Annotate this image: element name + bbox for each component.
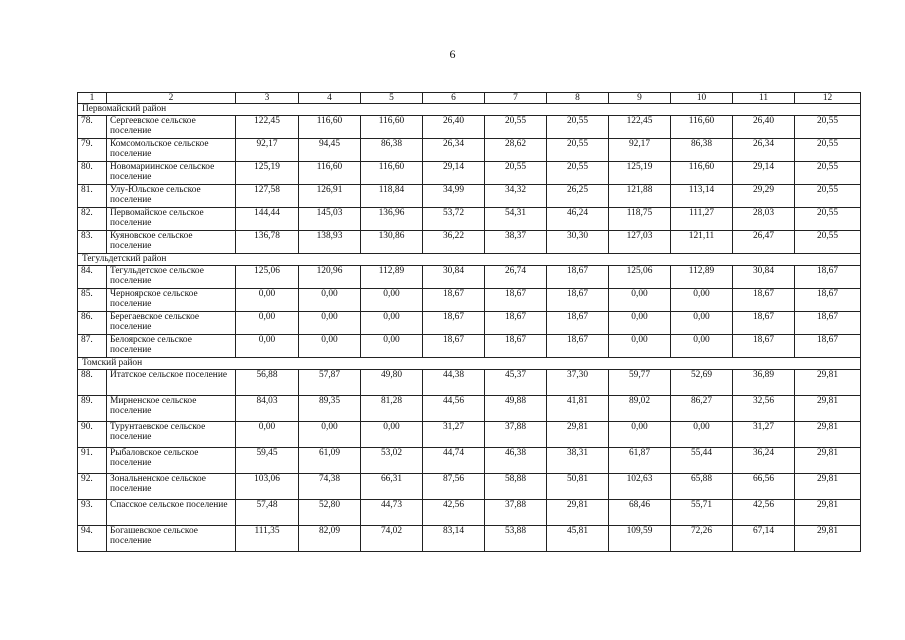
- settlement-name: Мирненское сельское поселение: [107, 396, 236, 422]
- value-cell: 28,62: [485, 139, 547, 162]
- table-row: [78, 370, 861, 396]
- value-cell: 58,88: [485, 474, 547, 500]
- value-cell: 44,73: [361, 500, 423, 526]
- value-cell: 84,03: [236, 396, 299, 422]
- column-header: 3: [236, 93, 299, 104]
- row-number: 88.: [78, 370, 107, 396]
- value-cell: 68,46: [609, 500, 671, 526]
- value-cell: 18,67: [423, 289, 485, 312]
- value-cell: 36,89: [733, 370, 795, 396]
- value-cell: 86,38: [671, 139, 733, 162]
- district-name: Тегульдетский район: [78, 254, 861, 266]
- column-header: 1: [78, 93, 107, 104]
- table-row: [78, 266, 861, 289]
- value-cell: 44,56: [423, 396, 485, 422]
- value-cell: 18,67: [485, 335, 547, 358]
- value-cell: 127,58: [236, 185, 299, 208]
- value-cell: 0,00: [609, 312, 671, 335]
- settlement-name: Рыбаловское сельское поселение: [107, 448, 236, 474]
- value-cell: 29,81: [795, 422, 861, 448]
- table-row: [78, 526, 861, 552]
- value-cell: 0,00: [671, 422, 733, 448]
- row-number: 86.: [78, 312, 107, 335]
- value-cell: 89,35: [299, 396, 361, 422]
- column-header: 2: [107, 93, 236, 104]
- value-cell: 67,14: [733, 526, 795, 552]
- value-cell: 45,81: [547, 526, 609, 552]
- settlement-name: Черноярское сельское поселение: [107, 289, 236, 312]
- value-cell: 138,93: [299, 231, 361, 254]
- column-header: 9: [609, 93, 671, 104]
- value-cell: 89,02: [609, 396, 671, 422]
- table-row: [78, 231, 861, 254]
- value-cell: 36,22: [423, 231, 485, 254]
- value-cell: 18,67: [733, 289, 795, 312]
- value-cell: 20,55: [547, 139, 609, 162]
- column-header: 12: [795, 93, 861, 104]
- value-cell: 55,71: [671, 500, 733, 526]
- value-cell: 20,55: [795, 162, 861, 185]
- column-header: 5: [361, 93, 423, 104]
- table-row: [78, 396, 861, 422]
- settlement-name: Берегаевское сельское поселение: [107, 312, 236, 335]
- value-cell: 46,38: [485, 448, 547, 474]
- value-cell: 30,84: [733, 266, 795, 289]
- value-cell: 26,47: [733, 231, 795, 254]
- value-cell: 37,88: [485, 422, 547, 448]
- value-cell: 92,17: [609, 139, 671, 162]
- value-cell: 30,84: [423, 266, 485, 289]
- value-cell: 29,81: [795, 474, 861, 500]
- row-number: 93.: [78, 500, 107, 526]
- value-cell: 34,32: [485, 185, 547, 208]
- value-cell: 125,06: [609, 266, 671, 289]
- value-cell: 0,00: [299, 335, 361, 358]
- row-number: 92.: [78, 474, 107, 500]
- settlement-name: Сергеевское сельское поселение: [107, 116, 236, 139]
- value-cell: 136,96: [361, 208, 423, 231]
- row-number: 94.: [78, 526, 107, 552]
- district-row: [78, 104, 861, 116]
- value-cell: 0,00: [609, 335, 671, 358]
- value-cell: 136,78: [236, 231, 299, 254]
- value-cell: 29,81: [547, 500, 609, 526]
- value-cell: 18,67: [733, 335, 795, 358]
- settlement-name: Куяновское сельское поселение: [107, 231, 236, 254]
- value-cell: 121,11: [671, 231, 733, 254]
- value-cell: 116,60: [671, 162, 733, 185]
- table-row: [78, 116, 861, 139]
- value-cell: 54,31: [485, 208, 547, 231]
- value-cell: 121,88: [609, 185, 671, 208]
- table-row: [78, 312, 861, 335]
- value-cell: 116,60: [361, 116, 423, 139]
- value-cell: 52,80: [299, 500, 361, 526]
- value-cell: 18,67: [547, 335, 609, 358]
- table-row: [78, 289, 861, 312]
- value-cell: 61,87: [609, 448, 671, 474]
- value-cell: 122,45: [609, 116, 671, 139]
- value-cell: 66,56: [733, 474, 795, 500]
- value-cell: 113,14: [671, 185, 733, 208]
- row-number: 80.: [78, 162, 107, 185]
- value-cell: 50,81: [547, 474, 609, 500]
- value-cell: 59,77: [609, 370, 671, 396]
- value-cell: 26,74: [485, 266, 547, 289]
- value-cell: 66,31: [361, 474, 423, 500]
- settlement-name: Улу-Юльское сельское поселение: [107, 185, 236, 208]
- value-cell: 144,44: [236, 208, 299, 231]
- value-cell: 20,55: [547, 162, 609, 185]
- district-name: Томский район: [78, 358, 861, 370]
- value-cell: 0,00: [361, 422, 423, 448]
- value-cell: 59,45: [236, 448, 299, 474]
- column-header: 10: [671, 93, 733, 104]
- value-cell: 20,55: [795, 231, 861, 254]
- value-cell: 18,67: [733, 312, 795, 335]
- row-number: 91.: [78, 448, 107, 474]
- value-cell: 94,45: [299, 139, 361, 162]
- value-cell: 120,96: [299, 266, 361, 289]
- value-cell: 127,03: [609, 231, 671, 254]
- table-row: [78, 162, 861, 185]
- value-cell: 20,55: [795, 139, 861, 162]
- table-row: [78, 474, 861, 500]
- value-cell: 92,17: [236, 139, 299, 162]
- district-name: Первомайский район: [78, 104, 861, 116]
- column-header: 4: [299, 93, 361, 104]
- value-cell: 86,38: [361, 139, 423, 162]
- value-cell: 18,67: [795, 266, 861, 289]
- value-cell: 130,86: [361, 231, 423, 254]
- value-cell: 86,27: [671, 396, 733, 422]
- value-cell: 18,67: [795, 335, 861, 358]
- table-row: [78, 139, 861, 162]
- value-cell: 26,40: [423, 116, 485, 139]
- value-cell: 0,00: [609, 422, 671, 448]
- value-cell: 65,88: [671, 474, 733, 500]
- table-row: [78, 448, 861, 474]
- value-cell: 18,67: [795, 312, 861, 335]
- value-cell: 44,74: [423, 448, 485, 474]
- value-cell: 118,84: [361, 185, 423, 208]
- row-number: 82.: [78, 208, 107, 231]
- row-number: 87.: [78, 335, 107, 358]
- value-cell: 0,00: [236, 312, 299, 335]
- settlement-name: Богашевское сельское поселение: [107, 526, 236, 552]
- value-cell: 36,24: [733, 448, 795, 474]
- value-cell: 49,80: [361, 370, 423, 396]
- value-cell: 126,91: [299, 185, 361, 208]
- value-cell: 0,00: [236, 335, 299, 358]
- value-cell: 52,69: [671, 370, 733, 396]
- settlement-name: Тегульдетское сельское поселение: [107, 266, 236, 289]
- value-cell: 116,60: [299, 162, 361, 185]
- value-cell: 53,72: [423, 208, 485, 231]
- table-row: [78, 208, 861, 231]
- value-cell: 0,00: [361, 335, 423, 358]
- value-cell: 145,03: [299, 208, 361, 231]
- column-header: 6: [423, 93, 485, 104]
- value-cell: 26,40: [733, 116, 795, 139]
- value-cell: 34,99: [423, 185, 485, 208]
- value-cell: 0,00: [361, 312, 423, 335]
- value-cell: 74,38: [299, 474, 361, 500]
- value-cell: 37,30: [547, 370, 609, 396]
- row-number: 90.: [78, 422, 107, 448]
- page-number: 6: [449, 47, 456, 61]
- value-cell: 18,67: [485, 312, 547, 335]
- value-cell: 112,89: [361, 266, 423, 289]
- value-cell: 102,63: [609, 474, 671, 500]
- row-number: 85.: [78, 289, 107, 312]
- value-cell: 20,55: [795, 185, 861, 208]
- value-cell: 29,14: [423, 162, 485, 185]
- value-cell: 26,25: [547, 185, 609, 208]
- table-row: [78, 500, 861, 526]
- settlement-name: Спасское сельское поселение: [107, 500, 236, 526]
- value-cell: 45,37: [485, 370, 547, 396]
- value-cell: 125,06: [236, 266, 299, 289]
- value-cell: 26,34: [733, 139, 795, 162]
- value-cell: 29,81: [547, 422, 609, 448]
- value-cell: 37,88: [485, 500, 547, 526]
- settlement-name: Итатское сельское поселение: [107, 370, 236, 396]
- value-cell: 111,27: [671, 208, 733, 231]
- row-number: 83.: [78, 231, 107, 254]
- district-row: [78, 254, 861, 266]
- settlement-name: Зональненское сельское поселение: [107, 474, 236, 500]
- value-cell: 83,14: [423, 526, 485, 552]
- row-number: 84.: [78, 266, 107, 289]
- value-cell: 18,67: [795, 289, 861, 312]
- value-cell: 29,81: [795, 526, 861, 552]
- value-cell: 122,45: [236, 116, 299, 139]
- value-cell: 112,89: [671, 266, 733, 289]
- column-header: 8: [547, 93, 609, 104]
- value-cell: 32,56: [733, 396, 795, 422]
- value-cell: 29,81: [795, 448, 861, 474]
- value-cell: 103,06: [236, 474, 299, 500]
- value-cell: 49,88: [485, 396, 547, 422]
- settlement-name: Новомариинское сельское поселение: [107, 162, 236, 185]
- value-cell: 20,55: [485, 162, 547, 185]
- value-cell: 0,00: [361, 289, 423, 312]
- value-cell: 82,09: [299, 526, 361, 552]
- value-cell: 0,00: [299, 422, 361, 448]
- row-number: 78.: [78, 116, 107, 139]
- value-cell: 57,48: [236, 500, 299, 526]
- value-cell: 20,55: [485, 116, 547, 139]
- value-cell: 116,60: [671, 116, 733, 139]
- value-cell: 18,67: [547, 289, 609, 312]
- value-cell: 20,55: [795, 208, 861, 231]
- value-cell: 18,67: [547, 266, 609, 289]
- value-cell: 125,19: [609, 162, 671, 185]
- value-cell: 61,09: [299, 448, 361, 474]
- value-cell: 116,60: [361, 162, 423, 185]
- table-row: [78, 335, 861, 358]
- value-cell: 18,67: [423, 335, 485, 358]
- value-cell: 0,00: [671, 335, 733, 358]
- value-cell: 111,35: [236, 526, 299, 552]
- value-cell: 46,24: [547, 208, 609, 231]
- row-number: 79.: [78, 139, 107, 162]
- value-cell: 0,00: [609, 289, 671, 312]
- value-cell: 18,67: [423, 312, 485, 335]
- value-cell: 0,00: [236, 289, 299, 312]
- row-number: 81.: [78, 185, 107, 208]
- value-cell: 29,29: [733, 185, 795, 208]
- value-cell: 0,00: [299, 312, 361, 335]
- value-cell: 38,37: [485, 231, 547, 254]
- column-header: 11: [733, 93, 795, 104]
- value-cell: 20,55: [547, 116, 609, 139]
- value-cell: 118,75: [609, 208, 671, 231]
- value-cell: 53,88: [485, 526, 547, 552]
- value-cell: 29,81: [795, 396, 861, 422]
- table-row: [78, 185, 861, 208]
- value-cell: 0,00: [299, 289, 361, 312]
- header-row: [78, 93, 861, 104]
- value-cell: 42,56: [733, 500, 795, 526]
- row-number: 89.: [78, 396, 107, 422]
- value-cell: 0,00: [671, 312, 733, 335]
- value-cell: 87,56: [423, 474, 485, 500]
- settlement-name: Первомайское сельское поселение: [107, 208, 236, 231]
- value-cell: 56,88: [236, 370, 299, 396]
- value-cell: 57,87: [299, 370, 361, 396]
- value-cell: 116,60: [299, 116, 361, 139]
- value-cell: 109,59: [609, 526, 671, 552]
- value-cell: 28,03: [733, 208, 795, 231]
- value-cell: 74,02: [361, 526, 423, 552]
- data-table: [77, 92, 861, 552]
- settlement-name: Белоярское сельское поселение: [107, 335, 236, 358]
- value-cell: 29,81: [795, 500, 861, 526]
- table-body: [78, 104, 861, 552]
- value-cell: 38,31: [547, 448, 609, 474]
- value-cell: 72,26: [671, 526, 733, 552]
- value-cell: 31,27: [733, 422, 795, 448]
- value-cell: 44,38: [423, 370, 485, 396]
- value-cell: 42,56: [423, 500, 485, 526]
- value-cell: 26,34: [423, 139, 485, 162]
- settlement-name: Турунтаевское сельское поселение: [107, 422, 236, 448]
- value-cell: 41,81: [547, 396, 609, 422]
- value-cell: 53,02: [361, 448, 423, 474]
- settlement-name: Комсомольское сельское поселение: [107, 139, 236, 162]
- column-header: 7: [485, 93, 547, 104]
- value-cell: 0,00: [671, 289, 733, 312]
- district-row: [78, 358, 861, 370]
- table-row: [78, 422, 861, 448]
- value-cell: 125,19: [236, 162, 299, 185]
- value-cell: 0,00: [236, 422, 299, 448]
- value-cell: 55,44: [671, 448, 733, 474]
- value-cell: 31,27: [423, 422, 485, 448]
- value-cell: 18,67: [485, 289, 547, 312]
- value-cell: 29,14: [733, 162, 795, 185]
- value-cell: 18,67: [547, 312, 609, 335]
- value-cell: 81,28: [361, 396, 423, 422]
- value-cell: 29,81: [795, 370, 861, 396]
- value-cell: 30,30: [547, 231, 609, 254]
- value-cell: 20,55: [795, 116, 861, 139]
